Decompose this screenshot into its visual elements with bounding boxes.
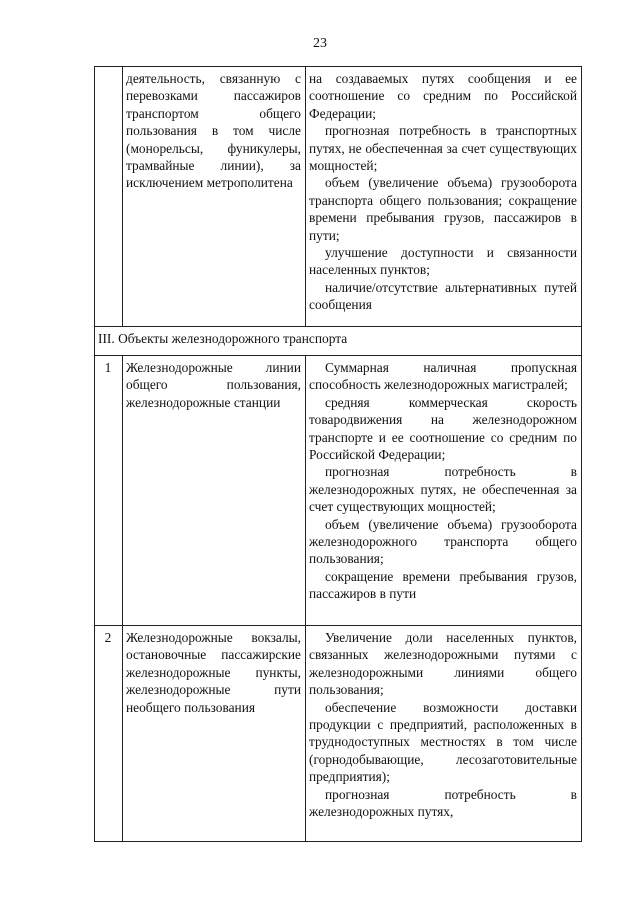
criteria-paragraph: прогнозная потребность в железнодорожных путях, xyxy=(309,786,577,820)
criteria-paragraph: Суммарная наличная пропускная способность железнодорожных магистралей; xyxy=(309,360,577,393)
criteria-table xyxy=(94,66,582,842)
criteria-paragraph: улучшение доступности и связанности населенных пунктов; xyxy=(309,245,577,278)
table-row xyxy=(95,626,582,842)
criteria-paragraph: прогнозная потребность в железнодорожных путях, не обеспеченная за счет существующих мощностей; xyxy=(309,464,577,515)
row-number: 1 xyxy=(95,356,123,626)
criteria-cell xyxy=(306,626,582,842)
criteria-paragraph: средняя коммерческая скорость товародвижения на железнодорожном транспорте и ее соотношение со средним по Российской Федерации; xyxy=(309,394,577,463)
criteria-paragraph: на создаваемых путях сообщения и ее соотношение со средним по Российской Федерации; xyxy=(309,71,577,121)
criteria-paragraph: сокращение времени пребывания грузов, пассажиров в пути xyxy=(309,568,577,602)
page-number: 23 xyxy=(313,36,327,51)
section-title: III. Объекты железнодорожного транспорта xyxy=(95,327,582,356)
criteria-cell xyxy=(306,67,582,327)
object-cell: Железнодорожные линии общего пользования, железнодорожные станции xyxy=(123,356,306,626)
criteria-paragraph: наличие/отсутствие альтернативных путей сообщения xyxy=(309,279,577,313)
section-row xyxy=(95,327,582,356)
criteria-paragraph: прогнозная потребность в транспортных путях, не обеспеченная за счет существующих мощностей; xyxy=(309,123,577,174)
criteria-paragraph: объем (увеличение объема) грузооборота железнодорожного транспорта общего пользования; xyxy=(309,516,577,567)
row-number: 2 xyxy=(95,626,123,842)
table-row xyxy=(95,356,582,626)
criteria-cell xyxy=(306,356,582,626)
criteria-paragraph: Увеличение доли населенных пунктов, связанных железнодорожными путями с железнодорожными линиями общего пользования; xyxy=(309,630,577,698)
table-row xyxy=(95,67,582,327)
criteria-paragraph: обеспечение возможности доставки продукции с предприятий, расположенных в труднодоступных местностях в том числе (горнодобывающие, лесозаготовительные предприятия); xyxy=(309,699,577,785)
object-cell: деятельность, связанную с перевозками пассажиров транспортом общего пользования в том числе (монорельсы, фуникулеры, трамвайные линии), за исключением метрополитена xyxy=(123,67,306,327)
row-number-cell xyxy=(95,67,123,327)
object-cell: Железнодорожные вокзалы, остановочные пассажирские железнодорожные пункты, железнодорожные пути необщего пользования xyxy=(123,626,306,842)
criteria-paragraph: объем (увеличение объема) грузооборота транспорта общего пользования; сокращение времени пребывания грузов, пассажиров в пути; xyxy=(309,175,577,243)
